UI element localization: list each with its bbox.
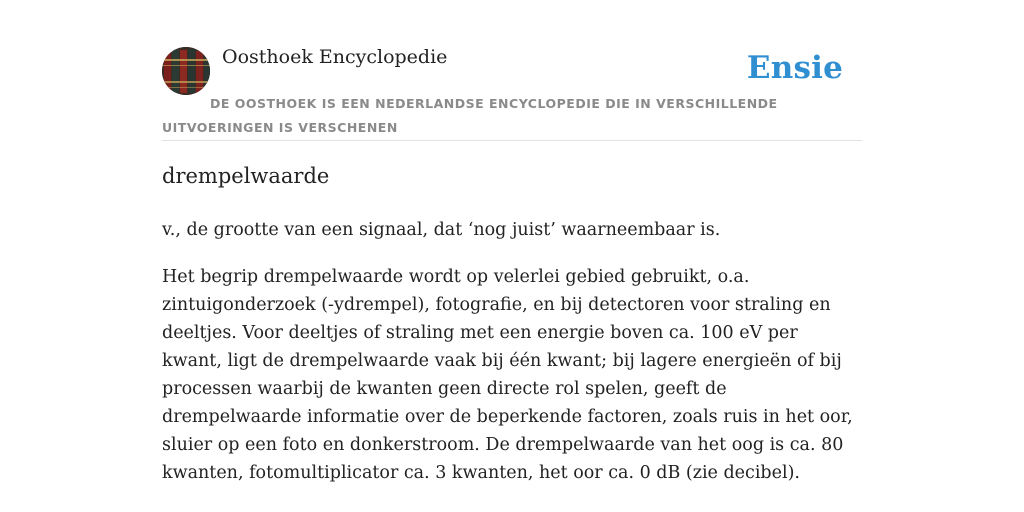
avatar[interactable] — [162, 47, 210, 95]
entry-body: Het begrip drempelwaarde wordt op velerlei gebied gebruikt, o.a. zintuigonderzoek (-ydrempel), fotografie, en bij detectoren voor straling en deeltjes. Voor deeltjes of straling met een energie boven ca. 100 eV per kwant, ligt de drempelwaarde vaak bij één kwant; bij lagere energieën of bij processen waarbij de kwanten geen directe rol spelen, geeft de drempelwaarde informatie over de beperkende factoren, zoals ruis in het oor, sluier op een foto en donkerstroom. De drempelwaarde van het oog is ca. 80 kwanten, fotomultiplicator ca. 3 kwanten, het oor ca. 0 dB (zie decibel). — [162, 267, 853, 483]
entry-title: drempelwaarde — [162, 164, 330, 188]
entry-definition: v., de grootte van een signaal, dat ‘nog juist’ waarneembaar is. — [162, 220, 721, 240]
source-header — [162, 44, 862, 141]
source-tagline: DE OOSTHOEK IS EEN NEDERLANDSE ENCYCLOPEDIE DIE IN VERSCHILLENDE UITVOERINGEN IS VERSCHENEN — [162, 96, 778, 135]
brand-logo[interactable]: Ensie — [746, 50, 843, 86]
source-title[interactable]: Oosthoek Encyclopedie — [222, 46, 448, 68]
book-spines-icon — [162, 47, 210, 95]
